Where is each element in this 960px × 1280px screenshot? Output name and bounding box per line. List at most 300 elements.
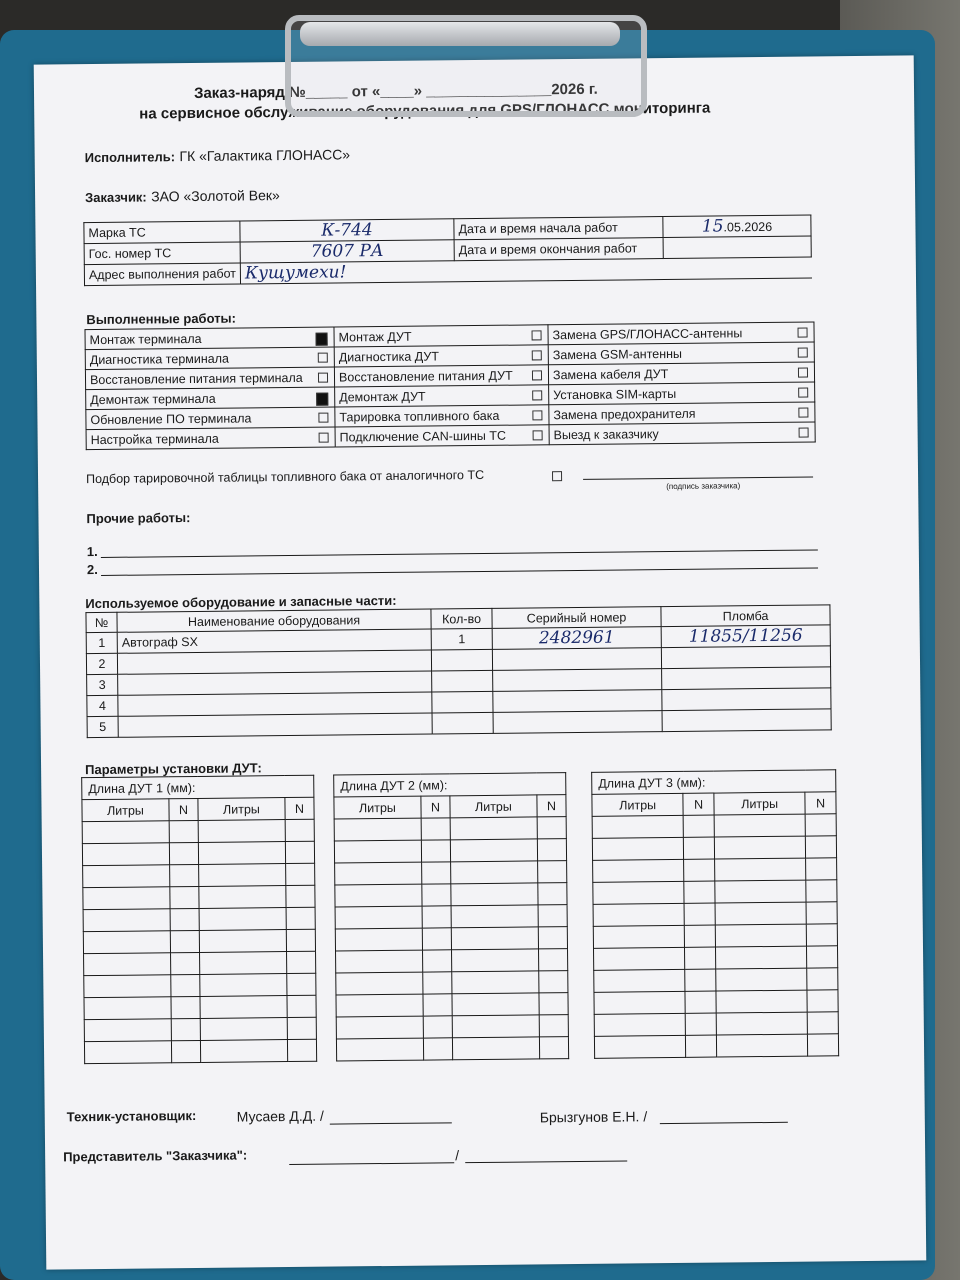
customer-signature-line[interactable] (583, 477, 813, 480)
brand-label: Марка ТС (84, 221, 240, 244)
dut-row (336, 993, 568, 1017)
order-title: Заказ-наряд №_____ от «____» _______________2026 г. (193, 80, 598, 102)
equipment-cell-value: 5 (99, 719, 107, 734)
signature-caption: (подпись заказчика) (666, 481, 741, 492)
dut-cell[interactable] (537, 817, 566, 839)
dut-cell[interactable] (171, 996, 200, 1018)
work-item (86, 407, 335, 430)
work-item-label: Диагностика ДУТ (338, 348, 439, 364)
dut-cell[interactable] (336, 972, 423, 995)
dut-row (594, 1034, 838, 1059)
work-item-label: Замена GPS/ГЛОНАСС-антенны (552, 325, 743, 342)
dut-row (84, 973, 316, 997)
dut-cell[interactable] (685, 991, 716, 1013)
dut-cell[interactable] (593, 947, 685, 970)
work-item-label: Выезд к заказчику (553, 426, 659, 442)
dut-cell[interactable] (82, 843, 169, 866)
brand-value: К-744 (321, 220, 373, 241)
dut-cell[interactable] (594, 991, 686, 1014)
dut-cell[interactable] (336, 1038, 423, 1061)
dut-cell[interactable] (334, 818, 421, 841)
dut-cell[interactable] (686, 1013, 717, 1035)
work-item (548, 342, 814, 365)
dut-cell[interactable] (200, 1040, 287, 1063)
work-item (86, 387, 335, 410)
dut-row (335, 905, 567, 929)
dut-cell[interactable] (335, 928, 422, 951)
checkbox[interactable] (798, 388, 808, 398)
dut-cell[interactable] (452, 971, 539, 994)
dut-row (593, 858, 837, 883)
dut-cell[interactable] (421, 862, 450, 884)
dut-row (336, 1037, 568, 1061)
dut-cell[interactable] (200, 996, 287, 1019)
work-item (334, 345, 548, 367)
start-label: Дата и время начала работ (454, 217, 663, 240)
dut-cell[interactable] (537, 839, 566, 861)
executor-label: Исполнитель: (84, 149, 176, 166)
dut-cell[interactable] (715, 902, 807, 925)
dut-cell[interactable] (336, 1016, 423, 1039)
dut-cell[interactable] (82, 821, 169, 844)
dut-row (335, 927, 567, 951)
dut-row (336, 949, 568, 973)
equipment-cell-value: 4 (98, 698, 106, 713)
dut-cell[interactable] (451, 905, 538, 928)
dut-cell[interactable] (286, 951, 315, 973)
dut-cell[interactable] (684, 903, 715, 925)
work-item (549, 402, 815, 425)
checkbox[interactable] (318, 413, 328, 423)
dut-column-header: N (805, 792, 836, 814)
dut-column-header: N (421, 796, 450, 818)
dut-cell[interactable] (452, 993, 539, 1016)
equipment-cell (662, 688, 831, 711)
dut-cell[interactable] (198, 820, 285, 843)
dut-cell[interactable] (335, 862, 422, 885)
calibration-checkbox[interactable] (552, 471, 562, 481)
work-item (549, 422, 815, 445)
executor-value: ГК «Галактика ГЛОНАСС» (179, 146, 351, 165)
dut-cell[interactable] (83, 931, 170, 954)
dut-cell[interactable] (807, 946, 838, 968)
dut-row (83, 885, 315, 909)
work-item-label: Восстановление питания ДУТ (338, 368, 513, 384)
technician-2-signature-line[interactable] (660, 1122, 788, 1124)
dut-cell[interactable] (83, 909, 170, 932)
dut-row (84, 951, 316, 975)
dut-cell[interactable] (421, 840, 450, 862)
dut-cell[interactable] (685, 925, 716, 947)
checkbox[interactable] (318, 373, 328, 383)
dut-column-header: Литры (334, 796, 421, 819)
dut-cell[interactable] (538, 927, 567, 949)
checkbox[interactable] (798, 408, 808, 418)
dut-row (593, 902, 837, 927)
dut-caption: Длина ДУТ 2 (мм): (334, 773, 566, 797)
representative-label: Представитель "Заказчика": (63, 1147, 248, 1165)
equipment-cell (661, 646, 830, 669)
dut-cell[interactable] (684, 837, 715, 859)
dut-column-header: N (285, 797, 314, 819)
checkbox[interactable] (798, 368, 808, 378)
dut-row (592, 814, 836, 839)
other-item-1-line[interactable] (101, 549, 818, 558)
checkbox[interactable] (532, 350, 542, 360)
dut-cell[interactable] (806, 902, 837, 924)
dut-cell[interactable] (539, 1037, 568, 1059)
equipment-cell-value: Автограф SX (121, 634, 198, 650)
dut-cell[interactable] (84, 997, 171, 1020)
dut-cell[interactable] (716, 968, 808, 991)
dut-cell[interactable] (198, 842, 285, 865)
dut-cell[interactable] (84, 953, 171, 976)
dut-cell[interactable] (686, 1035, 717, 1057)
work-item (335, 405, 549, 427)
work-item-label: Замена GSM-антенны (552, 346, 683, 362)
dut-row (592, 836, 836, 861)
dut-cell[interactable] (285, 841, 314, 863)
dut-row (594, 968, 838, 993)
dut-cell[interactable] (592, 837, 684, 860)
dut-cell[interactable] (683, 815, 714, 837)
dut-cell[interactable] (169, 864, 198, 886)
work-item (334, 365, 548, 387)
dut-cell[interactable] (200, 974, 287, 997)
dut-cell[interactable] (199, 908, 286, 931)
dut-cell[interactable] (593, 881, 685, 904)
dut-cell[interactable] (199, 864, 286, 887)
other-item-2-number: 2. (86, 561, 98, 578)
checkbox[interactable] (532, 370, 542, 380)
dut-cell[interactable] (452, 1015, 539, 1038)
dut-cell[interactable] (715, 858, 807, 881)
dut-cell[interactable] (593, 925, 685, 948)
other-item-2-line[interactable] (101, 567, 818, 576)
checkbox[interactable] (319, 433, 329, 443)
dut-cell[interactable] (422, 906, 451, 928)
equipment-cell (661, 625, 830, 648)
dut-cell[interactable] (806, 880, 837, 902)
dut-row (84, 995, 316, 1019)
dut-header-row (592, 792, 836, 817)
equipment-cell (432, 712, 493, 734)
dut-cell[interactable] (538, 883, 567, 905)
customer-label: Заказчик: (85, 189, 147, 206)
address-value: Кущумехи! (244, 262, 347, 284)
dut-cell[interactable] (170, 930, 199, 952)
dut-cell[interactable] (199, 886, 286, 909)
work-item-label: Настройка терминала (90, 431, 219, 447)
dut-cell[interactable] (451, 949, 538, 972)
dut-cell[interactable] (336, 950, 423, 973)
dut-header-row (334, 795, 566, 819)
dut-cell[interactable] (537, 861, 566, 883)
work-item-label: Замена кабеля ДУТ (552, 366, 669, 382)
end-value (663, 236, 811, 259)
dut-caption-row (82, 775, 314, 799)
dut-cell[interactable] (169, 842, 198, 864)
checkbox[interactable] (532, 390, 542, 400)
dut-cell[interactable] (335, 884, 422, 907)
dut-cell[interactable] (808, 1034, 839, 1056)
dut-cell[interactable] (594, 1013, 686, 1036)
dut-cell[interactable] (594, 1035, 686, 1058)
dut-column-header: Литры (714, 792, 806, 815)
plate-value: 7607 РА (310, 240, 384, 262)
other-works-title: Прочие работы: (86, 510, 191, 527)
dut-cell[interactable] (684, 859, 715, 881)
dut-cell[interactable] (171, 974, 200, 996)
technician-1-signature-line[interactable] (330, 1122, 452, 1124)
dut-cell[interactable] (714, 836, 806, 859)
equipment-title: Используемое оборудование и запасные части: (85, 592, 397, 612)
dut-cell[interactable] (287, 973, 316, 995)
dut-cell[interactable] (594, 969, 686, 992)
dut-row (334, 839, 566, 863)
checkbox[interactable] (532, 410, 542, 420)
dut-cell[interactable] (684, 881, 715, 903)
work-item (85, 367, 334, 390)
work-item-label: Восстановление питания терминала (89, 370, 303, 387)
dut-row (594, 1012, 838, 1037)
dut-cell[interactable] (716, 1034, 808, 1057)
equipment-cell (493, 711, 662, 734)
dut-cell[interactable] (335, 906, 422, 929)
dut-row (593, 946, 837, 971)
dut-cell[interactable] (715, 880, 807, 903)
equipment-cell (662, 667, 831, 690)
dut-cell[interactable] (423, 1038, 452, 1060)
dut-column-header: Литры (592, 793, 684, 816)
equipment-cell (492, 648, 661, 671)
dut-table-2 (333, 772, 569, 1061)
dut-cell[interactable] (538, 949, 567, 971)
equipment-cell-value: 2 (98, 656, 106, 671)
work-item (548, 322, 814, 345)
equipment-cell (662, 709, 831, 732)
dut-row (84, 1039, 316, 1063)
equipment-header: № (86, 612, 117, 632)
dut-cell[interactable] (450, 817, 537, 840)
customer-row (85, 187, 280, 207)
work-item (549, 382, 815, 405)
dut-cell[interactable] (422, 950, 451, 972)
dut-row (593, 880, 837, 905)
work-item-label: Подключение CAN-шины ТС (339, 428, 507, 444)
equipment-cell (86, 653, 117, 674)
dut-cell[interactable] (716, 990, 808, 1013)
dut-cell[interactable] (422, 884, 451, 906)
work-item-label: Демонтаж ДУТ (339, 389, 426, 404)
work-order-sheet (34, 55, 927, 1269)
dut-cell[interactable] (421, 818, 450, 840)
dut-cell[interactable] (807, 1012, 838, 1034)
customer-value: ЗАО «Золотой Век» (151, 187, 280, 205)
dut-cell[interactable] (714, 814, 806, 837)
order-subtitle: на сервисное обслуживание оборудования для GPS/ГЛОНАСС мониторинга (139, 99, 711, 123)
vehicle-table (83, 215, 812, 287)
dut-cell[interactable] (451, 883, 538, 906)
dut-cell[interactable] (593, 903, 685, 926)
checkbox[interactable] (318, 353, 328, 363)
work-item-label: Установка SIM-карты (553, 386, 677, 402)
work-item-label: Замена предохранителя (553, 406, 696, 422)
dut-cell[interactable] (422, 928, 451, 950)
work-item (86, 427, 335, 450)
dut-cell[interactable] (84, 1041, 171, 1064)
representative-name-line[interactable] (465, 1160, 627, 1163)
work-item (335, 385, 549, 407)
dut-cell[interactable] (715, 946, 807, 969)
dut-column-header: N (537, 795, 566, 817)
dut-caption: Длина ДУТ 1 (мм): (82, 775, 314, 799)
dut-column-header: N (169, 798, 198, 820)
dut-cell[interactable] (286, 885, 315, 907)
dut-title: Параметры установки ДУТ: (85, 760, 262, 778)
start-day: 15 (701, 216, 724, 237)
dut-cell[interactable] (451, 927, 538, 950)
dut-cell[interactable] (285, 819, 314, 841)
dut-cell[interactable] (715, 924, 807, 947)
checkbox[interactable] (799, 428, 809, 438)
dut-cell[interactable] (423, 1016, 452, 1038)
work-item (334, 325, 548, 347)
equipment-header: Кол-во (431, 608, 492, 629)
dut-cell[interactable] (451, 861, 538, 884)
dut-cell[interactable] (84, 975, 171, 998)
dut-row (334, 817, 566, 841)
checkbox[interactable] (798, 348, 808, 358)
dut-caption-row (334, 773, 566, 797)
equipment-cell (87, 716, 118, 737)
dut-cell[interactable] (807, 968, 838, 990)
dut-row (336, 1015, 568, 1039)
work-item (85, 327, 334, 350)
dut-cell[interactable] (199, 930, 286, 953)
work-item-label: Демонтаж терминала (90, 391, 216, 407)
equipment-cell (431, 628, 492, 650)
equipment-header: Наименование оборудования (117, 609, 431, 632)
equipment-cell-value: 1 (98, 635, 106, 650)
work-item-label: Монтаж ДУТ (338, 329, 412, 344)
equipment-cell (493, 669, 662, 692)
equipment-cell (118, 713, 432, 737)
dut-cell[interactable] (452, 1037, 539, 1060)
dut-cell[interactable] (807, 924, 838, 946)
equipment-cell-value: 2482961 (538, 627, 615, 649)
dut-row (336, 971, 568, 995)
dut-cell[interactable] (806, 858, 837, 880)
dut-column-header: Литры (82, 799, 169, 822)
dut-cell[interactable] (287, 995, 316, 1017)
dut-cell[interactable] (84, 1019, 171, 1042)
checkbox-checked[interactable] (316, 393, 328, 406)
dut-cell[interactable] (592, 815, 684, 838)
equipment-header: Серийный номер (492, 607, 661, 629)
dut-cell[interactable] (539, 993, 568, 1015)
equipment-cell (87, 695, 118, 716)
work-item-label: Монтаж терминала (89, 331, 202, 347)
dut-cell[interactable] (285, 863, 314, 885)
dut-row (83, 929, 315, 953)
dut-cell[interactable] (334, 840, 421, 863)
work-item (335, 425, 549, 447)
dut-cell[interactable] (171, 1040, 200, 1062)
dut-cell[interactable] (170, 952, 199, 974)
equipment-cell (432, 670, 493, 692)
dut-cell[interactable] (287, 1039, 316, 1061)
dut-row (335, 861, 567, 885)
dut-cell[interactable] (286, 929, 315, 951)
dut-row (82, 819, 314, 843)
dut-cell[interactable] (423, 972, 452, 994)
dut-cell[interactable] (286, 907, 315, 929)
dut-cell[interactable] (807, 990, 838, 1012)
checkbox[interactable] (532, 330, 542, 340)
checkbox[interactable] (798, 328, 808, 338)
work-item-label: Обновление ПО терминала (90, 410, 252, 427)
dut-cell[interactable] (171, 1018, 200, 1040)
equipment-cell (493, 690, 662, 713)
dut-cell[interactable] (169, 820, 198, 842)
executor-row (85, 146, 351, 167)
equipment-header: Пломба (661, 605, 830, 627)
equipment-cell (86, 632, 117, 653)
dut-row (83, 907, 315, 931)
works-table (84, 321, 815, 450)
dut-row (82, 841, 314, 865)
dut-cell[interactable] (538, 905, 567, 927)
dut-column-header: Литры (198, 798, 285, 821)
dut-cell[interactable] (83, 865, 170, 888)
dut-cell[interactable] (199, 952, 286, 975)
dut-cell[interactable] (685, 969, 716, 991)
dut-cell[interactable] (83, 887, 170, 910)
dut-cell[interactable] (450, 839, 537, 862)
equipment-cell (492, 627, 661, 650)
checkbox-checked[interactable] (316, 333, 328, 346)
dut-cell[interactable] (200, 1018, 287, 1041)
dut-cell[interactable] (685, 947, 716, 969)
dut-caption-row (592, 770, 836, 795)
dut-cell[interactable] (423, 994, 452, 1016)
equipment-cell-value: 3 (98, 677, 106, 692)
clipboard-clip (285, 15, 647, 117)
representative-signature-line[interactable] (289, 1162, 454, 1165)
dut-table-3 (591, 769, 839, 1059)
work-item-label: Тарировка топливного бака (339, 408, 500, 424)
address-label: Адрес выполнения работ (84, 263, 240, 286)
dut-cell[interactable] (336, 994, 423, 1017)
dut-cell[interactable] (539, 1015, 568, 1037)
checkbox[interactable] (533, 430, 543, 440)
plate-label: Гос. номер ТС (84, 242, 240, 265)
dut-cell[interactable] (170, 908, 199, 930)
technician-1-name: Мусаев Д.Д. / (236, 1107, 324, 1125)
dut-cell[interactable] (806, 836, 837, 858)
dut-cell[interactable] (287, 1017, 316, 1039)
dut-cell[interactable] (170, 886, 199, 908)
equipment-cell (431, 649, 492, 671)
dut-column-header: N (683, 793, 714, 815)
dut-cell[interactable] (593, 859, 685, 882)
dut-cell[interactable] (539, 971, 568, 993)
dut-cell[interactable] (716, 1012, 808, 1035)
dut-table-1 (81, 775, 317, 1064)
dut-cell[interactable] (805, 814, 836, 836)
equipment-cell (87, 674, 118, 695)
